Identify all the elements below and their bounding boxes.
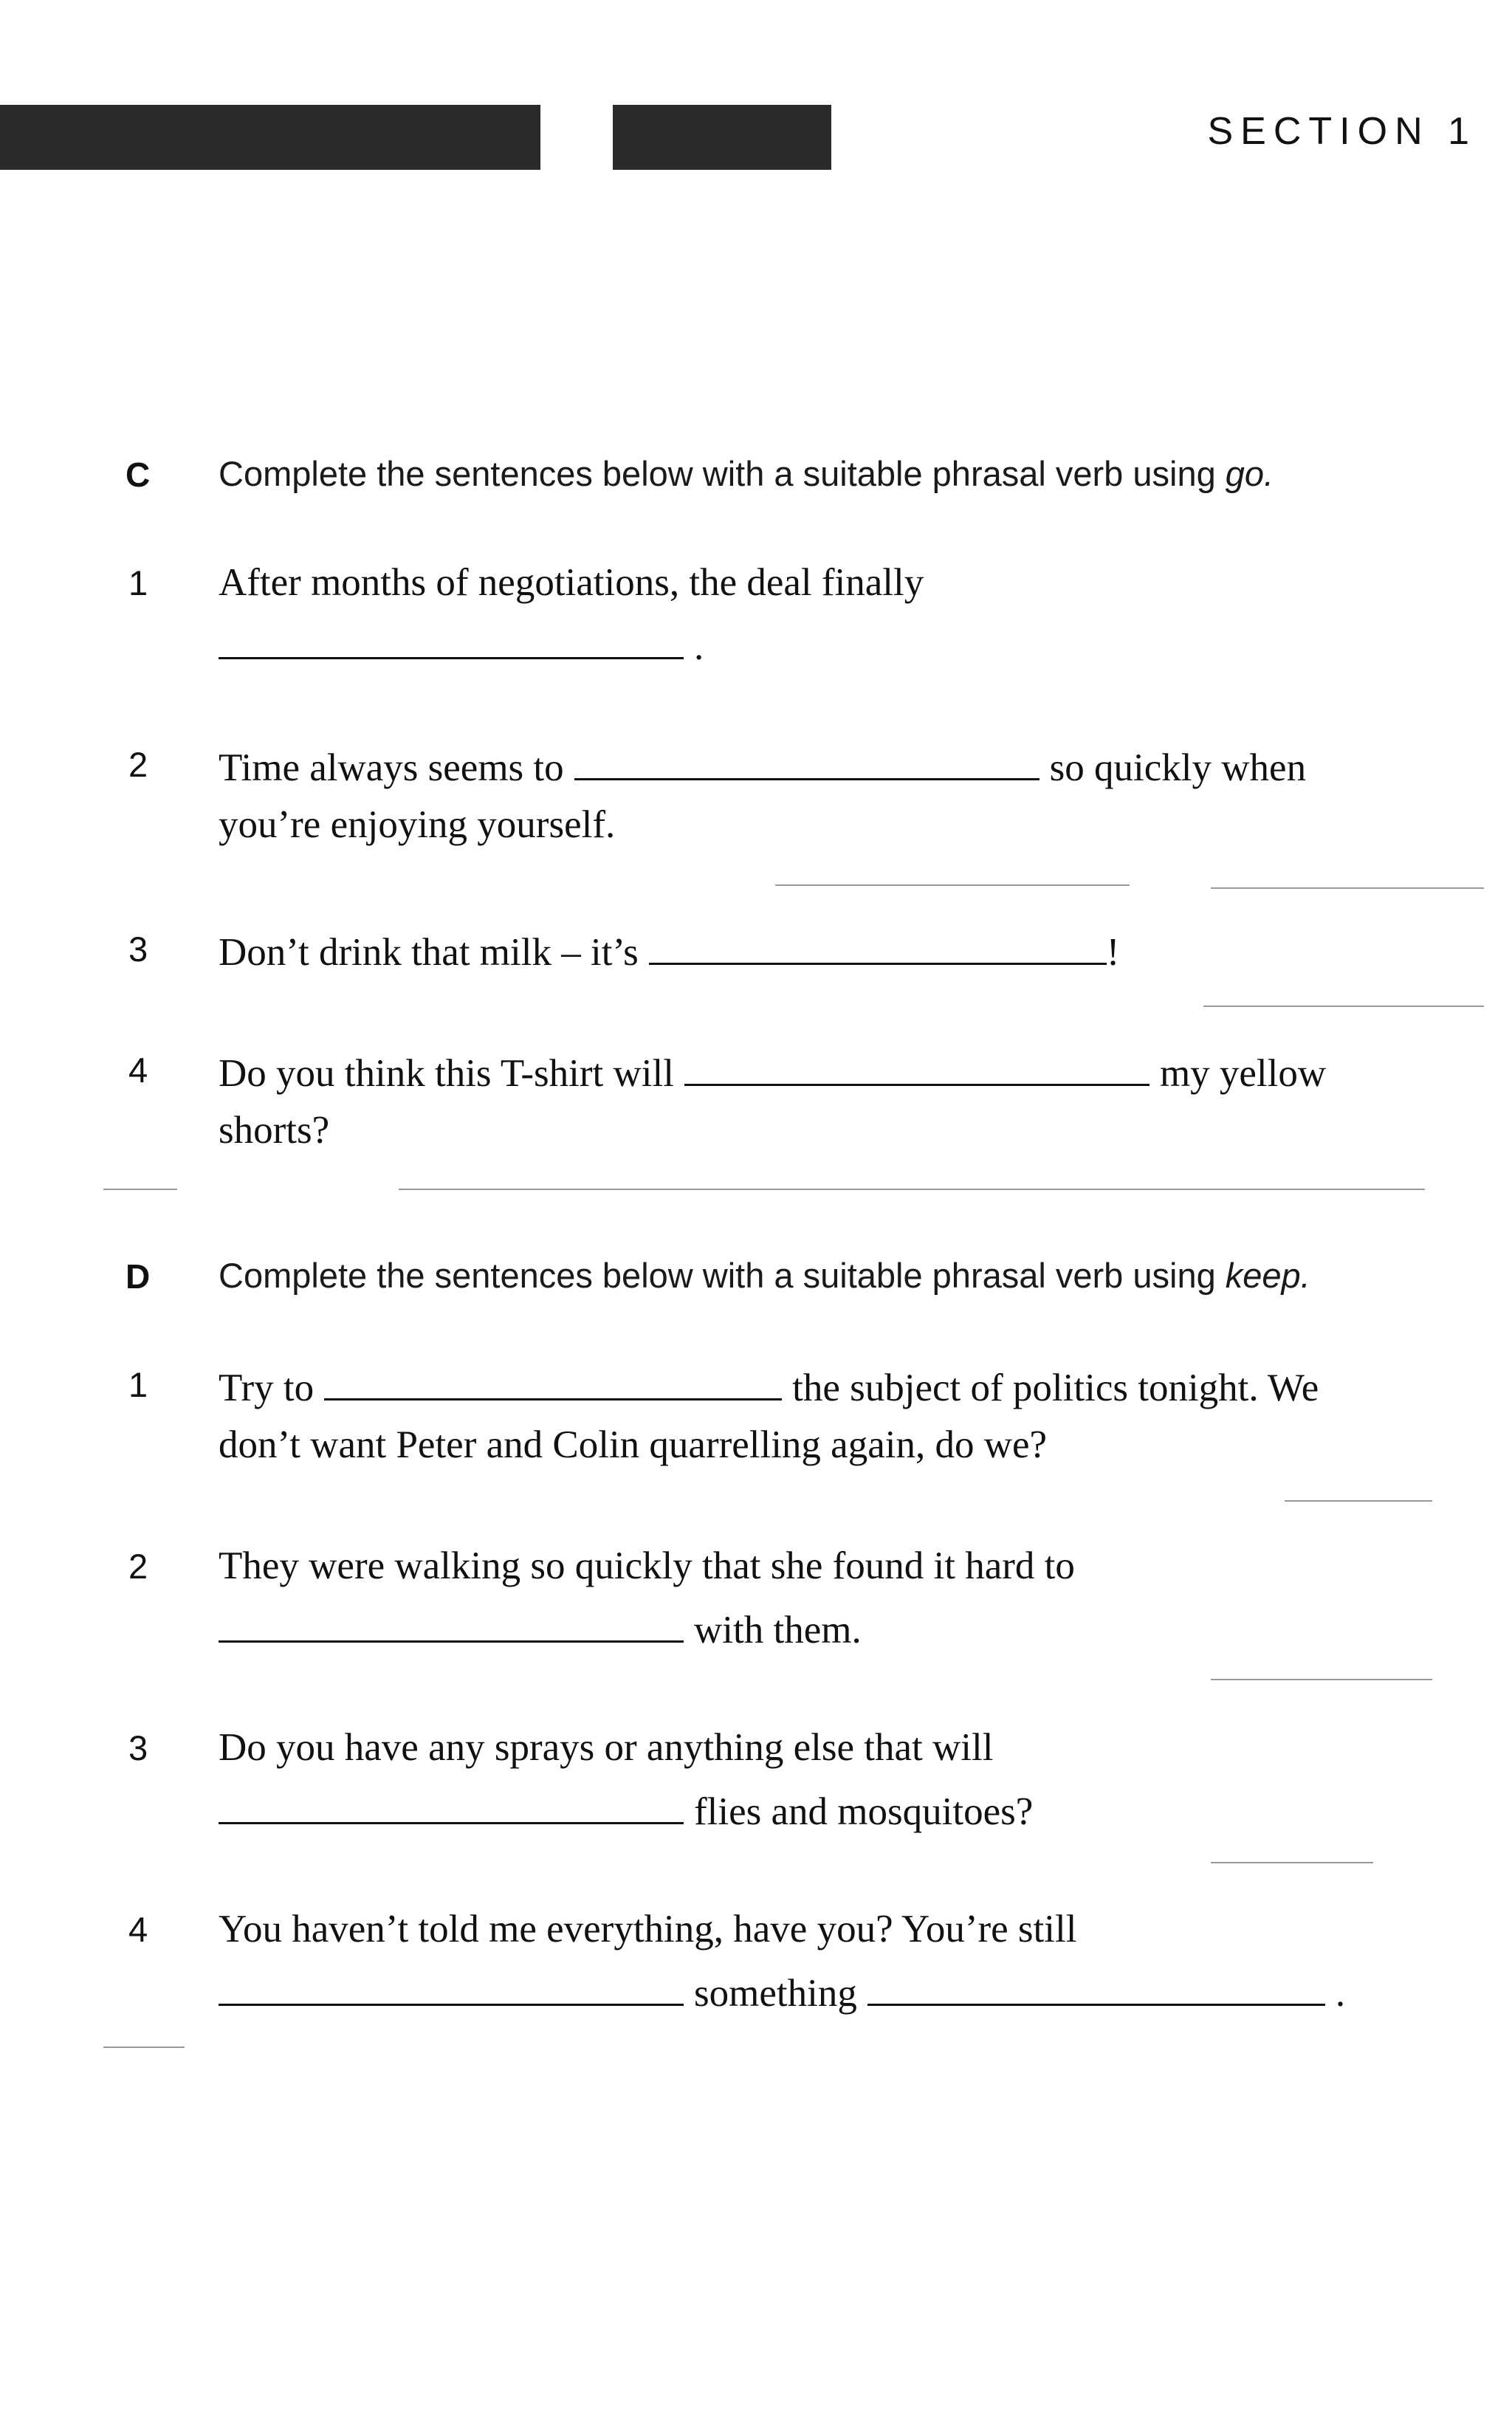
c2-text-post: so quickly when xyxy=(1049,746,1307,789)
c2-blank[interactable] xyxy=(574,734,1040,780)
divider xyxy=(399,1189,1425,1190)
d3-line2 xyxy=(219,1778,1468,1842)
divider xyxy=(1211,887,1484,889)
c4-text-post: my yellow xyxy=(1159,1052,1327,1095)
d3-text-post: flies and mosquitoes? xyxy=(694,1790,1034,1833)
exercise-c-letter: C xyxy=(126,456,151,494)
d4-blank-1[interactable] xyxy=(219,1959,684,2006)
divider xyxy=(1285,1500,1432,1502)
d1-line1 xyxy=(219,1354,1468,1418)
exercise-d-instruction-text: Complete the sentences below with a suitable phrasal verb using xyxy=(219,1256,1226,1295)
exercise-d-letter: D xyxy=(126,1257,151,1296)
d2-line2 xyxy=(219,1596,1468,1660)
d1-number: 1 xyxy=(128,1365,148,1404)
d1-text-pre: Try to xyxy=(219,1367,315,1409)
c1-line1: After months of negotiations, the deal finally xyxy=(219,561,924,604)
d4-line1: You haven’t told me everything, have you? You’re still xyxy=(219,1908,1077,1951)
c2-line1 xyxy=(219,734,1468,798)
divider xyxy=(1203,1006,1484,1007)
header-bar-right xyxy=(613,105,831,170)
d2-text-post: with them. xyxy=(694,1609,862,1652)
c3-line1 xyxy=(219,918,1468,983)
c4-number: 4 xyxy=(128,1051,148,1090)
d4-text-mid: something xyxy=(694,1972,857,2015)
c2-number: 2 xyxy=(128,745,148,784)
c3-number: 3 xyxy=(128,929,148,969)
d4-end: . xyxy=(1335,1972,1346,2015)
c1-line2 xyxy=(219,613,1468,677)
c1-blank[interactable] xyxy=(219,613,684,659)
divider xyxy=(1211,1679,1432,1680)
c4-text-pre: Do you think this T-shirt will xyxy=(219,1052,674,1095)
d2-blank[interactable] xyxy=(219,1596,684,1643)
c1-end: . xyxy=(694,625,704,668)
d1-text-post: the subject of politics tonight. We xyxy=(792,1367,1319,1409)
section-label: SECTION 1 xyxy=(1207,110,1477,153)
d4-blank-2[interactable] xyxy=(867,1959,1325,2006)
c1-number: 1 xyxy=(128,563,148,602)
c3-text-pre: Don’t drink that milk – it’s xyxy=(219,931,639,974)
d2-line1: They were walking so quickly that she found it hard to xyxy=(219,1544,1075,1587)
c2-line2: you’re enjoying yourself. xyxy=(219,803,616,846)
d3-blank[interactable] xyxy=(219,1778,684,1824)
c2-text-pre: Time always seems to xyxy=(219,746,564,789)
exercise-c-instruction-text: Complete the sentences below with a suitable phrasal verb using xyxy=(219,454,1226,493)
d2-number: 2 xyxy=(128,1547,148,1586)
c4-line1 xyxy=(219,1039,1468,1104)
header-bar-left xyxy=(0,105,540,170)
exercise-d-verb: keep. xyxy=(1225,1256,1310,1295)
d4-number: 4 xyxy=(128,1910,148,1949)
c3-text-post: ! xyxy=(1106,931,1120,974)
c4-line2: shorts? xyxy=(219,1109,330,1152)
d3-line1: Do you have any sprays or anything else that will xyxy=(219,1726,994,1769)
d3-number: 3 xyxy=(128,1728,148,1767)
d1-line2: don’t want Peter and Colin quarrelling again, do we? xyxy=(219,1423,1048,1466)
divider xyxy=(103,2046,185,2048)
exercise-d-instruction xyxy=(219,1255,1310,1296)
d4-line2 xyxy=(219,1959,1468,2024)
divider xyxy=(103,1189,177,1190)
c4-blank[interactable] xyxy=(684,1039,1150,1086)
exercise-c-instruction xyxy=(219,453,1274,494)
divider xyxy=(775,884,1130,886)
exercise-c-verb: go. xyxy=(1225,454,1274,493)
d1-blank[interactable] xyxy=(324,1354,782,1400)
divider xyxy=(1211,1862,1373,1863)
c3-blank[interactable] xyxy=(649,918,1107,965)
